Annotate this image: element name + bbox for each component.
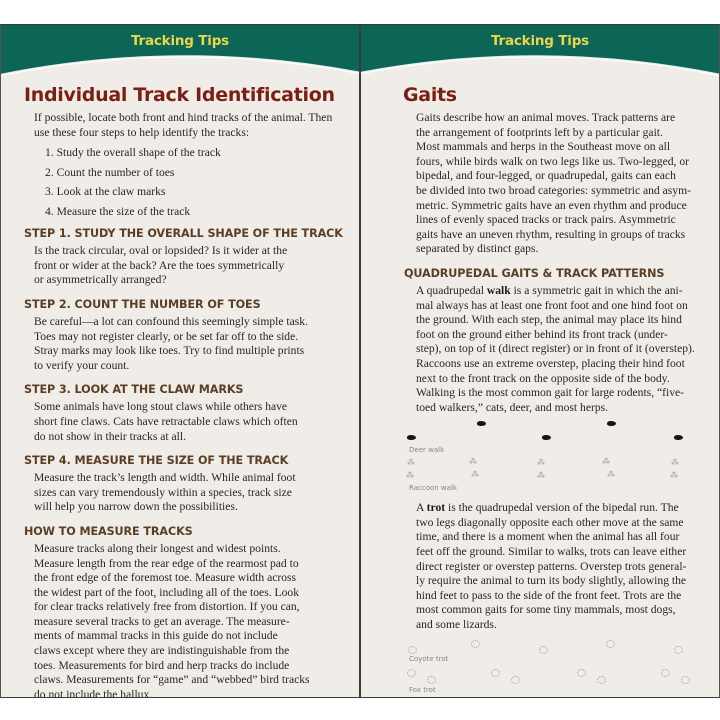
left-page-header (1, 25, 359, 85)
section-how-to-measure (24, 525, 345, 697)
section-body (34, 471, 345, 515)
section-body (34, 542, 345, 697)
text-line: hind feet to pass to the side of the front feet. Trots are the (416, 588, 682, 602)
text-line: metric. Symmetric gaits have an even rhythm and produce (416, 198, 687, 212)
keyword-walk: walk (486, 283, 511, 297)
fox-paw-icon (577, 669, 586, 677)
header-title: Tracking Tips (130, 33, 229, 49)
section-heading: QUADRUPEDAL GAITS & TRACK PATTERNS (404, 266, 665, 280)
text-line: two legs diagonally opposite each other move at the same (416, 515, 684, 529)
deer-hoof-icon (542, 435, 551, 440)
text-line: the ground. With each step, the animal may place its hind (416, 313, 682, 327)
page-title: Individual Track Identification (24, 84, 335, 106)
fox-paw-icon (661, 669, 670, 677)
section-body (34, 315, 345, 373)
raccoon-paw-icon: ⁂ (602, 457, 610, 467)
deer-hoof-icon (407, 435, 416, 440)
text-line: mal always has at least one front foot and one hind foot on (416, 298, 688, 312)
raccoon-paw-icon: ⁂ (469, 457, 477, 467)
coyote-trot-label: Coyote trot (409, 654, 449, 663)
section-body (34, 244, 345, 288)
text-fragment: A quadrupedal (416, 283, 487, 297)
section-step-4 (24, 454, 345, 515)
section-body (34, 400, 345, 444)
section-heading: STEP 2. COUNT THE NUMBER OF TOES (24, 297, 261, 311)
text-line: Is the track circular, oval or lopsided? Is it wider at the (34, 244, 288, 258)
coyote-paw-icon (471, 640, 480, 648)
text-line: ments of mammal tracks in this guide do not include (34, 629, 278, 643)
text-fragment: is a symmetric gait in which the ani- (510, 283, 683, 297)
text-line: lines of evenly spaced tracks or track pairs. Asymmetric (416, 213, 676, 227)
walk-paragraph (416, 284, 705, 415)
text-line: feet off the ground. Similar to walks, trots can leave either (416, 545, 687, 559)
raccoon-paw-icon: ⁂ (407, 458, 415, 468)
text-line: claws. Measurements for “game” and “webbed” bird tracks (34, 673, 310, 687)
text-fragment: is the quadrupedal version of the bipedal run. The (445, 501, 679, 515)
text-line: the arrangement of footprints left by a particular gait. (416, 125, 663, 139)
text-line: Toes may not register clearly, or be set far off to the side. (34, 329, 299, 343)
deer-hoof-icon (477, 421, 486, 426)
trot-paragraph (416, 501, 705, 632)
raccoon-paw-icon: ⁂ (670, 471, 678, 481)
raccoon-paw-icon: ⁂ (607, 470, 615, 480)
text-line: ly require the animal to turn its body slightly, allowing the (416, 574, 687, 588)
text-line: be divided into two broad categories: symmetric and asym- (416, 183, 691, 197)
text-line: Measure length from the rear edge of the rearmost pad to (34, 556, 299, 570)
text-line: step), on top of it (direct register) or in front of it (overstep). (416, 342, 695, 356)
header-title: Tracking Tips (490, 33, 589, 49)
raccoon-paw-icon: ⁂ (537, 471, 545, 481)
section-heading: STEP 3. LOOK AT THE CLAW MARKS (24, 383, 244, 397)
section-heading: HOW TO MEASURE TRACKS (24, 524, 193, 538)
text-line: the widest part of the foot, including all of the toes. Look (34, 585, 299, 599)
text-line: Measure the track’s length and width. While animal foot (34, 471, 296, 485)
text-line: to verify your count. (34, 358, 130, 372)
deer-walk-label: Deer walk (409, 446, 445, 455)
text-line: claws except where they are indistinguishable from the (34, 644, 290, 658)
text-line: do not include the hallux. (34, 687, 153, 697)
text-line: for clear tracks relatively free from distortion. If you can, (34, 600, 300, 614)
fox-paw-icon (407, 669, 416, 677)
deer-hoof-icon (674, 435, 683, 440)
left-page-content (1, 83, 359, 697)
text-line: direct register or overstep patterns. Overstep trots general- (416, 559, 687, 573)
text-line: separated by distinct gaps. (416, 242, 539, 256)
left-page (0, 25, 359, 697)
raccoon-paw-icon: ⁂ (537, 458, 545, 468)
list-item: 2. Count the number of toes (45, 165, 175, 179)
text-line: time, and there is a moment when the animal has all four (416, 530, 680, 544)
text-line: Walking is the most common gait for large rodents, “five- (416, 386, 685, 400)
text-line: foot on the ground either behind its front track (under- (416, 327, 668, 341)
text-line: and some lizards. (416, 618, 497, 632)
list-item: 1. Study the overall shape of the track (45, 146, 221, 160)
text-line: the front edge of the foremost toe. Measure width across (34, 571, 297, 585)
fox-paw-icon (597, 676, 606, 684)
list-item: 3. Look at the claw marks (45, 185, 166, 199)
book-spread (0, 24, 720, 698)
coyote-paw-icon (408, 646, 417, 654)
text-line: most common gaits for some tiny mammals, most dogs, (416, 603, 676, 617)
text-line: short fine claws. Cats have retractable claws which often (34, 414, 298, 428)
section-step-3 (24, 383, 345, 444)
right-page-content (361, 83, 719, 697)
text-line: toed walkers,” cats, deer, and most herps. (416, 400, 609, 414)
gaits-intro-paragraph (416, 111, 705, 257)
text-fragment: A (416, 501, 427, 515)
trot-track-figures (397, 633, 705, 697)
text-line: Measure tracks along their longest and widest points. (34, 541, 281, 555)
fox-paw-icon (511, 676, 520, 684)
right-page (361, 25, 720, 697)
section-step-2 (24, 298, 345, 373)
deer-hoof-icon (607, 421, 616, 426)
section-step-1 (24, 227, 345, 288)
text-line: Be careful—a lot can confound this seemingly simple task. (34, 314, 308, 328)
text-line: bipedal, and four-legged, or quadrupedal, gaits can each (416, 169, 676, 183)
fox-paw-icon (491, 669, 500, 677)
text-line: toes. Measurements for bird and herp tracks do include (34, 658, 290, 672)
right-page-header (361, 25, 719, 85)
list-item: 4. Measure the size of the track (45, 204, 191, 218)
section-heading: STEP 4. MEASURE THE SIZE OF THE TRACK (24, 454, 289, 468)
text-line: sizes can vary tremendously within a species, track size (34, 485, 292, 499)
raccoon-walk-label: Raccoon walk (409, 484, 457, 493)
text-line: Some animals have long stout claws while others have (34, 400, 288, 414)
fox-paw-icon (427, 676, 436, 684)
text-line: or asymmetrically arranged? (34, 273, 167, 287)
text-line: Raccoons use an extreme overstep, placing their hind foot (416, 356, 685, 370)
coyote-paw-icon (606, 640, 615, 648)
raccoon-paw-icon: ⁂ (406, 471, 414, 481)
text-line: fours, while birds walk on two legs like us. Two-legged, or (416, 154, 689, 168)
text-line: do not show in their tracks at all. (34, 429, 186, 443)
intro-paragraph: If possible, locate both front and hind tracks of the animal. Then use these four steps to help identify the tracks: (34, 111, 333, 139)
text-line: Stray marks may look like toes. Try to find multiple prints (34, 344, 305, 358)
text-line: will help you narrow down the possibilities. (34, 500, 238, 514)
text-line: next to the front track on the opposite side of the body. (416, 371, 670, 385)
keyword-trot: trot (426, 501, 446, 515)
steps-list (45, 143, 345, 221)
fox-paw-icon (681, 676, 690, 684)
walk-track-figures (397, 415, 705, 499)
coyote-paw-icon (539, 646, 548, 654)
raccoon-paw-icon: ⁂ (671, 458, 679, 468)
text-line: measure several tracks to get an average. The measure- (34, 614, 290, 628)
text-line: Most mammals and herps in the Southeast move on all (416, 140, 671, 154)
section-heading: STEP 1. STUDY THE OVERALL SHAPE OF THE TRACK (24, 227, 343, 241)
coyote-paw-icon (674, 646, 683, 654)
fox-trot-label: Fox trot (409, 685, 436, 694)
text-line: front or wider at the back? Are the toes symmetrically (34, 258, 285, 272)
raccoon-paw-icon: ⁂ (471, 470, 479, 480)
text-line: gaits have an uneven rhythm, resulting in groups of tracks (416, 227, 686, 241)
text-line: Gaits describe how an animal moves. Track patterns are (416, 111, 676, 124)
page-title: Gaits (403, 84, 457, 106)
